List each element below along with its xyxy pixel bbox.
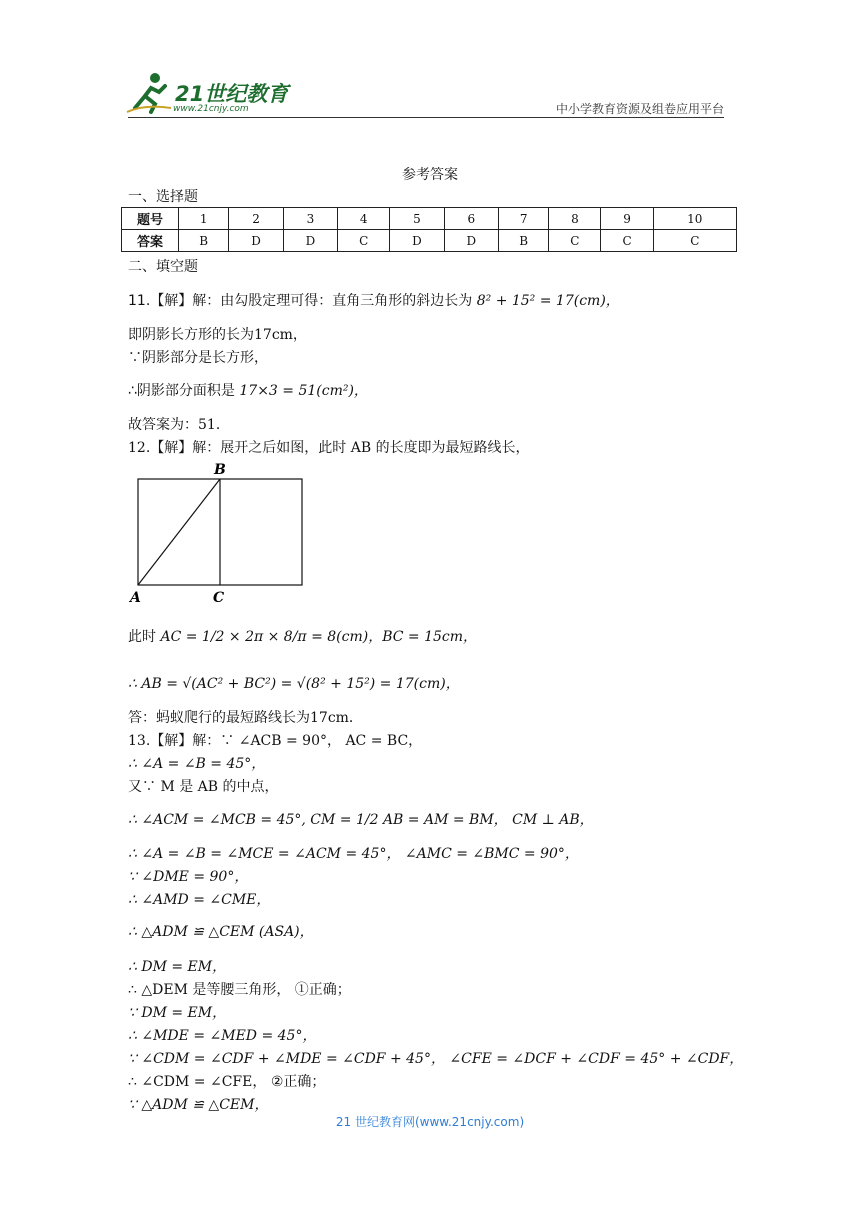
q13-line-9: ∴ DM = EM， <box>128 959 227 975</box>
q11-formula: 17×3 = 51(cm²)， <box>239 383 368 399</box>
table-cell: 8 <box>549 208 601 230</box>
table-row-answers <box>122 230 737 252</box>
table-cell: B <box>499 230 549 252</box>
table-cell: D <box>283 230 337 252</box>
row-label-answer: 答案 <box>122 230 179 252</box>
q13-line-15: ∵ △ADM ≌ △CEM， <box>128 1097 269 1113</box>
q11-line-3: ∵阴影部分是长方形， <box>128 350 268 366</box>
label-b: B <box>214 462 226 478</box>
table-cell: B <box>179 230 229 252</box>
figure-line-ab <box>138 479 220 585</box>
q13-line-10: ∴ △DEM 是等腰三角形， ①正确； <box>128 982 351 998</box>
table-cell: D <box>229 230 283 252</box>
q12-text: 此时 <box>128 629 156 645</box>
section-fill-heading: 二、填空题 <box>128 259 198 275</box>
table-cell: C <box>338 230 390 252</box>
q11-line-5: 故答案为：51． <box>128 417 230 433</box>
table-cell: C <box>601 230 653 252</box>
q13-line-4: ∴ ∠ACM = ∠MCB = 45°, CM = 1/2 AB = AM = BM， CM ⊥ AB， <box>128 812 594 828</box>
q13-line-1: 13.【解】解：∵ ∠ACB = 90°， AC = BC， <box>128 733 423 749</box>
table-cell: C <box>549 230 601 252</box>
label-a: A <box>130 590 141 605</box>
q13-line-8: ∴ △ADM ≌ △CEM (ASA)， <box>128 924 314 940</box>
q12-line-3: ∴ AB = √(AC² + BC²) = √(8² + 15²) = 17(cm)， <box>128 676 460 692</box>
table-cell: 3 <box>283 208 337 230</box>
q13-line-2: ∴ ∠A = ∠B = 45°， <box>128 756 266 772</box>
table-cell: 2 <box>229 208 283 230</box>
runner-logo-icon <box>125 68 173 116</box>
unfolded-cylinder-figure <box>128 460 308 605</box>
q13-line-3: 又∵ M 是 AB 的中点， <box>128 779 279 795</box>
q12-line-4: 答：蚂蚁爬行的最短路线长为17cm． <box>128 710 363 726</box>
platform-caption: 中小学教育资源及组卷应用平台 <box>555 102 724 116</box>
table-row-numbers <box>122 208 737 230</box>
q13-line-6: ∵ ∠DME = 90°， <box>128 869 249 885</box>
row-label-number: 题号 <box>122 208 179 230</box>
logo-url: www.21cnjy.com <box>173 104 249 114</box>
table-cell: 7 <box>499 208 549 230</box>
table-cell: 10 <box>653 208 736 230</box>
q13-line-7: ∴ ∠AMD = ∠CME， <box>128 892 271 908</box>
table-cell: 9 <box>601 208 653 230</box>
q13-line-13: ∵ ∠CDM = ∠CDF + ∠MDE = ∠CDF + 45°， ∠CFE = ∠DCF + ∠CDF = 45° + ∠CDF， <box>128 1051 744 1067</box>
q12-line-2 <box>128 626 477 646</box>
table-cell: 6 <box>444 208 498 230</box>
section-choice-heading: 一、选择题 <box>128 189 198 205</box>
q11-line-4 <box>128 380 368 400</box>
logo-text: 21世纪教育 <box>175 82 289 106</box>
label-c: C <box>213 590 225 605</box>
q12-line-1: 12.【解】解：展开之后如图，此时 AB 的长度即为最短路线长， <box>128 440 530 456</box>
answer-table <box>121 207 737 252</box>
table-cell: 5 <box>390 208 444 230</box>
q11-text: ∴阴影部分面积是 <box>128 383 235 399</box>
page-title: 参考答案 <box>402 167 458 183</box>
q13-line-14: ∴ ∠CDM = ∠CFE， ②正确； <box>128 1074 326 1090</box>
table-cell: C <box>653 230 736 252</box>
table-cell: D <box>444 230 498 252</box>
q11-line-1 <box>128 290 620 310</box>
q11-text: 11.【解】解：由勾股定理可得：直角三角形的斜边长为 <box>128 293 473 309</box>
footer-link[interactable]: 21 世纪教育网(www.21cnjy.com) <box>335 1115 525 1129</box>
table-cell: 1 <box>179 208 229 230</box>
site-logo <box>125 68 295 118</box>
q11-formula: 8² + 15² = 17(cm)， <box>476 293 620 309</box>
table-cell: 4 <box>338 208 390 230</box>
table-cell: D <box>390 230 444 252</box>
q13-line-12: ∴ ∠MDE = ∠MED = 45°， <box>128 1028 317 1044</box>
header-divider <box>128 117 724 118</box>
q13-line-5: ∴ ∠A = ∠B = ∠MCE = ∠ACM = 45°， ∠AMC = ∠BMC = 90°， <box>128 846 579 862</box>
q11-line-2: 即阴影长方形的长为17cm， <box>128 327 307 343</box>
q12-formula: AC = 1/2 × 2π × 8/π = 8(cm)，BC = 15cm， <box>160 629 478 645</box>
q13-line-11: ∵ DM = EM， <box>128 1005 227 1021</box>
